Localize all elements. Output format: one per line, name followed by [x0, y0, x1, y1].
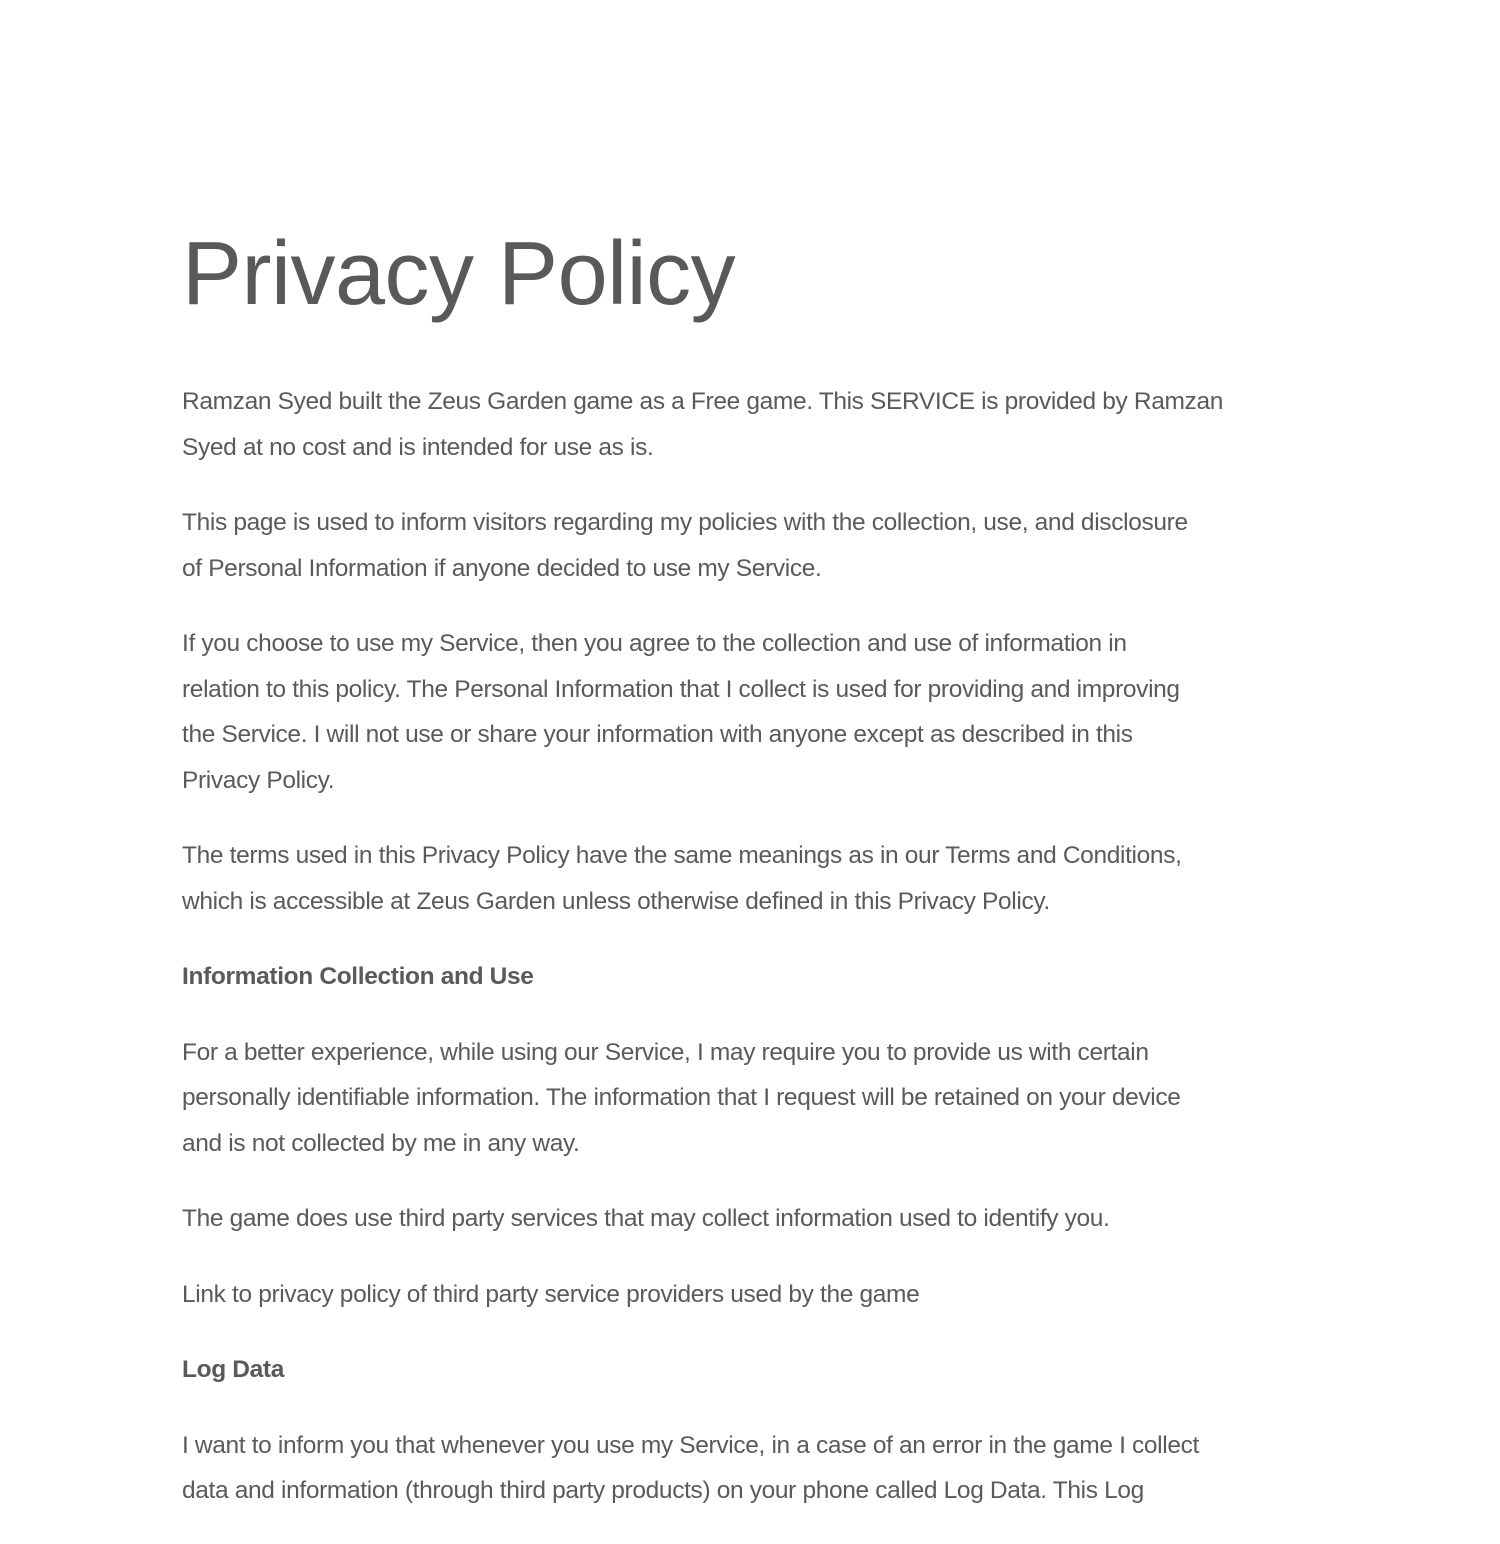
- paragraph: [182, 833, 1362, 924]
- paragraph: [182, 621, 1362, 803]
- text-line: Ramzan Syed built the Zeus Garden game as a Free game. This SERVICE is provided by Ramzan: [182, 388, 1224, 415]
- text-line: the Service. I will not use or share your information with anyone except as described in this: [182, 721, 1133, 748]
- text-line: data and information (through third party products) on your phone called Log Data. This Log: [182, 1477, 1144, 1504]
- text-line: of Personal Information if anyone decided to use my Service.: [182, 554, 822, 582]
- section-heading: [182, 1347, 1362, 1393]
- page-title: Privacy Policy: [182, 224, 736, 324]
- text-line: The game does use third party services that may collect information used to identify you.: [182, 1205, 1110, 1232]
- text-line: Link to privacy policy of third party service providers used by the game: [182, 1280, 920, 1308]
- text-line: Information Collection and Use: [182, 963, 534, 990]
- text-line: relation to this policy. The Personal Information that I collect is used for providing and improving: [182, 675, 1180, 703]
- paragraph: [182, 1030, 1362, 1167]
- text-line: which is accessible at Zeus Garden unless otherwise defined in this Privacy Policy.: [182, 887, 1050, 915]
- text-line: This page is used to inform visitors regarding my policies with the collection, use, and disclosure: [182, 509, 1188, 536]
- section-heading: [182, 954, 1362, 1000]
- text-line: Privacy Policy.: [182, 766, 335, 794]
- text-line: personally identifiable information. The information that I request will be retained on your device: [182, 1084, 1181, 1111]
- text-line: For a better experience, while using our Service, I may require you to provide us with certain: [182, 1038, 1149, 1066]
- text-line: If you choose to use my Service, then you agree to the collection and use of information in: [182, 630, 1127, 657]
- text-line: Log Data: [182, 1356, 285, 1383]
- text-line: I want to inform you that whenever you use my Service, in a case of an error in the game I collect: [182, 1431, 1199, 1459]
- paragraph: [182, 1272, 1362, 1318]
- text-line: Syed at no cost and is intended for use as is.: [182, 433, 654, 461]
- text-line: and is not collected by me in any way.: [182, 1129, 580, 1157]
- document-body: [182, 379, 1362, 1514]
- paragraph: [182, 379, 1362, 470]
- text-line: The terms used in this Privacy Policy have the same meanings as in our Terms and Conditions,: [182, 842, 1182, 869]
- paragraph: [182, 500, 1362, 591]
- paragraph: [182, 1196, 1362, 1242]
- document: [182, 224, 1362, 1544]
